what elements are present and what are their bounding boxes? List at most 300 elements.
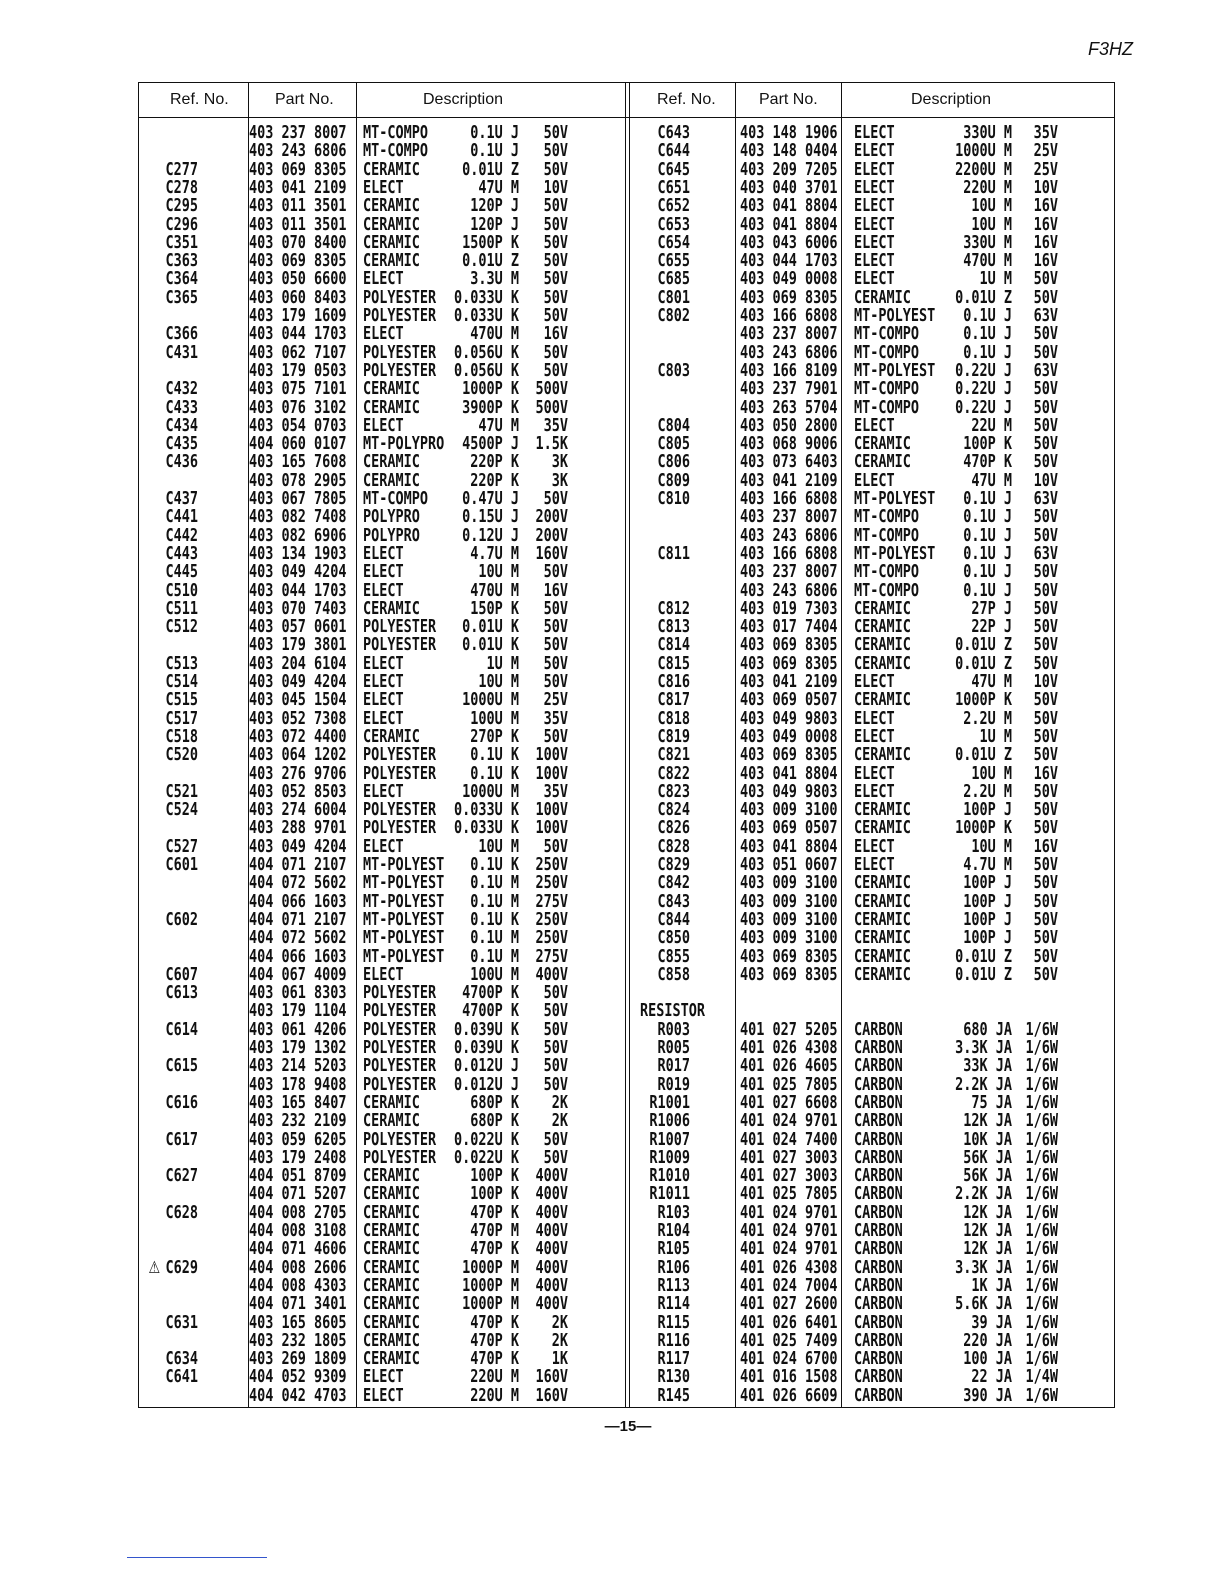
part-value: 0.1U J <box>963 506 1012 528</box>
part-value: 0.01U Z <box>462 159 519 180</box>
part-rating: 50V <box>543 598 568 620</box>
ref-no-text: R105 <box>657 1238 690 1260</box>
part-no: 403 075 7101 <box>249 378 347 400</box>
part-no: 403 082 6906 <box>249 525 347 546</box>
part-value: 0.01U K <box>462 634 519 656</box>
ref-no-text: C512 <box>165 616 198 638</box>
part-value: 100P K <box>470 1165 519 1187</box>
part-value: 0.1U K <box>470 909 519 931</box>
part-type: CERAMIC <box>363 1293 420 1315</box>
part-type: POLYESTER <box>363 799 437 821</box>
part-value: 12K JA <box>963 1110 1012 1132</box>
part-value: 0.1U J <box>963 488 1012 510</box>
left-header-part-no: Part No. <box>275 91 334 108</box>
part-no: 404 066 1603 <box>249 946 347 967</box>
part-no: 403 051 0607 <box>740 854 838 876</box>
part-value: 100U M <box>470 708 519 729</box>
part-no: 401 025 7805 <box>740 1183 838 1205</box>
part-value: 0.12U J <box>462 525 519 546</box>
part-no: 403 148 0404 <box>740 140 838 162</box>
part-type: CARBON <box>854 1092 903 1114</box>
part-type: CERAMIC <box>363 1312 420 1333</box>
part-type: CARBON <box>854 1183 903 1205</box>
part-no: 401 027 6608 <box>740 1092 838 1114</box>
part-rating: 50V <box>543 305 568 327</box>
part-value: 0.033U K <box>453 287 519 309</box>
part-value: 10U M <box>971 195 1012 217</box>
part-no: 403 069 8305 <box>740 946 838 967</box>
part-value: 0.022U K <box>453 1129 519 1150</box>
part-no: 403 069 8305 <box>740 653 838 675</box>
left-header-ref-no: Ref. No. <box>170 91 229 108</box>
part-no: 403 179 0503 <box>249 360 347 382</box>
part-value: 270P K <box>470 726 519 748</box>
ref-no-text: C815 <box>657 653 690 675</box>
part-no: 403 072 4400 <box>249 726 347 748</box>
part-rating: 1/6W <box>1025 1147 1058 1169</box>
part-rating: 200V <box>535 506 568 528</box>
ref-no-text: C437 <box>165 488 198 510</box>
ref-no-text: C364 <box>165 268 198 290</box>
part-value: 0.01U Z <box>955 744 1012 766</box>
part-value: 1500P K <box>462 232 519 254</box>
part-type: CERAMIC <box>363 598 420 620</box>
part-type: CARBON <box>854 1165 903 1187</box>
part-rating: 50V <box>1033 817 1058 839</box>
part-rating: 275V <box>535 891 568 912</box>
part-type: POLYESTER <box>363 305 437 327</box>
part-type: ELECT <box>854 781 895 803</box>
part-value: 100P J <box>963 927 1012 949</box>
part-no: 403 009 3100 <box>740 872 838 894</box>
part-rating: 16V <box>1033 195 1058 217</box>
part-type: ELECT <box>854 140 895 162</box>
part-value: 0.01U Z <box>462 250 519 272</box>
part-rating: 50V <box>1033 323 1058 345</box>
part-value: 680P K <box>470 1092 519 1114</box>
part-no: 403 069 8305 <box>740 964 838 986</box>
part-no: 403 009 3100 <box>740 891 838 912</box>
part-rating: 1/6W <box>1025 1238 1058 1260</box>
part-no: 403 041 2109 <box>740 671 838 693</box>
part-no: 403 050 2800 <box>740 415 838 437</box>
part-no: 403 009 3100 <box>740 909 838 931</box>
part-type: CARBON <box>854 1129 903 1150</box>
ref-no-text: C295 <box>165 195 198 217</box>
part-type: CERAMIC <box>854 433 911 455</box>
part-value: 2.2U M <box>963 781 1012 803</box>
part-type: ELECT <box>363 580 404 601</box>
ref-no-text: R1011 <box>649 1183 690 1205</box>
part-rating: 50V <box>543 159 568 180</box>
part-no: 404 060 0107 <box>249 433 347 455</box>
part-type: CARBON <box>854 1348 903 1370</box>
part-no: 403 179 3801 <box>249 634 347 656</box>
part-value: 220 JA <box>963 1330 1012 1352</box>
part-type: POLYESTER <box>363 342 437 363</box>
part-no: 403 082 7408 <box>249 506 347 528</box>
part-rating: 35V <box>543 708 568 729</box>
part-type: MT-COMPO <box>854 580 920 601</box>
ref-no-text: C806 <box>657 451 690 473</box>
part-type: POLYPRO <box>363 525 420 546</box>
ref-no-text: C627 <box>165 1165 198 1187</box>
part-value: 1U M <box>979 268 1012 290</box>
part-no: 404 008 3108 <box>249 1220 347 1242</box>
part-rating: 50V <box>1033 287 1058 309</box>
part-type: CERAMIC <box>363 726 420 748</box>
part-rating: 400V <box>535 1293 568 1315</box>
part-rating: 50V <box>1033 964 1058 986</box>
ref-no-text: C819 <box>657 726 690 748</box>
part-type: POLYESTER <box>363 763 437 784</box>
ref-no-text: C823 <box>657 781 690 803</box>
part-type: CERAMIC <box>854 689 911 711</box>
ref-no-text: C653 <box>657 214 690 235</box>
ref-no-text: C351 <box>165 232 198 254</box>
ref-no-text: C433 <box>165 397 198 418</box>
part-value: 0.033U K <box>453 817 519 839</box>
part-no: 403 061 4206 <box>249 1019 347 1041</box>
part-no: 403 232 1805 <box>249 1330 347 1352</box>
part-value: 1K JA <box>971 1275 1012 1297</box>
part-no: 403 049 9803 <box>740 708 838 729</box>
ref-no-text: C365 <box>165 287 198 309</box>
part-type: POLYPRO <box>363 506 420 528</box>
part-rating: 100V <box>535 763 568 784</box>
ref-no-text: C513 <box>165 653 198 675</box>
part-value: 120P J <box>470 195 519 217</box>
part-type: CERAMIC <box>854 634 911 656</box>
part-value: 470U M <box>470 580 519 601</box>
part-no: 403 041 8804 <box>740 836 838 858</box>
part-no: 403 178 9408 <box>249 1074 347 1095</box>
part-type: CERAMIC <box>363 1348 420 1370</box>
part-type: ELECT <box>363 323 404 345</box>
part-no: 403 043 6006 <box>740 232 838 254</box>
ref-no-text: C858 <box>657 964 690 986</box>
part-rating: 50V <box>1033 744 1058 766</box>
part-type: POLYESTER <box>363 360 437 382</box>
part-value: 470P K <box>470 1330 519 1352</box>
part-no: 404 008 2606 <box>249 1257 347 1278</box>
part-type: CARBON <box>854 1202 903 1224</box>
part-no: 401 026 4308 <box>740 1257 838 1278</box>
ref-no-text: C515 <box>165 689 198 711</box>
part-no: 401 027 3003 <box>740 1165 838 1187</box>
part-no: 403 049 4204 <box>249 671 347 693</box>
part-type: MT-POLYEST <box>854 543 936 565</box>
part-no: 403 070 8400 <box>249 232 347 254</box>
part-type: CARBON <box>854 1238 903 1260</box>
part-type: MT-COMPO <box>854 525 920 546</box>
part-value: 0.01U Z <box>955 634 1012 656</box>
ref-no-text: R103 <box>657 1202 690 1224</box>
part-value: 0.1U J <box>963 580 1012 601</box>
part-no: 404 071 4606 <box>249 1238 347 1260</box>
part-no: 404 052 9309 <box>249 1366 347 1388</box>
part-value: 470P K <box>470 1238 519 1260</box>
part-no: 401 024 9701 <box>740 1110 838 1132</box>
part-rating: 1/6W <box>1025 1129 1058 1150</box>
part-no: 403 041 2109 <box>740 470 838 492</box>
part-no: 401 024 9701 <box>740 1238 838 1260</box>
part-rating: 50V <box>1033 561 1058 583</box>
part-value: 1000P M <box>462 1275 519 1297</box>
part-rating: 50V <box>543 232 568 254</box>
part-rating: 50V <box>1033 415 1058 437</box>
part-no: 403 214 5203 <box>249 1055 347 1077</box>
part-type: MT-COMPO <box>854 378 920 400</box>
part-no: 403 069 8305 <box>740 744 838 766</box>
part-value: 1000P K <box>462 378 519 400</box>
ref-no-text: C812 <box>657 598 690 620</box>
part-type: ELECT <box>363 653 404 675</box>
part-type: CARBON <box>854 1074 903 1095</box>
part-value: 470U M <box>963 250 1012 272</box>
part-type: MT-POLYEST <box>363 909 445 931</box>
part-value: 0.1U M <box>470 872 519 894</box>
part-type: CARBON <box>854 1330 903 1352</box>
part-no: 404 071 3401 <box>249 1293 347 1315</box>
part-value: 0.1U J <box>470 122 519 144</box>
part-value: 10U M <box>478 836 519 858</box>
part-type: CERAMIC <box>363 1238 420 1260</box>
ref-no-text: C817 <box>657 689 690 711</box>
part-value: 4700P K <box>462 1000 519 1022</box>
part-value: 0.1U J <box>470 140 519 162</box>
part-rating: 400V <box>535 1238 568 1260</box>
part-rating: 50V <box>543 634 568 656</box>
ref-no-text: C366 <box>165 323 198 345</box>
part-type: CERAMIC <box>363 195 420 217</box>
part-type: MT-POLYEST <box>363 946 445 967</box>
part-value: 1U M <box>486 653 519 675</box>
part-type: CARBON <box>854 1110 903 1132</box>
part-rating: 1/6W <box>1025 1074 1058 1095</box>
part-no: 403 049 0008 <box>740 268 838 290</box>
part-type: ELECT <box>854 763 895 784</box>
ref-no-text: C844 <box>657 909 690 931</box>
part-value: 0.01U Z <box>955 287 1012 309</box>
part-no: 404 042 4703 <box>249 1385 347 1407</box>
ref-no-text: R113 <box>657 1275 690 1297</box>
part-rating: 16V <box>1033 232 1058 254</box>
part-rating: 25V <box>543 689 568 711</box>
ref-no-text: C810 <box>657 488 690 510</box>
part-value: 3.3U M <box>470 268 519 290</box>
part-no: 401 026 6401 <box>740 1312 838 1333</box>
ref-no-text: C510 <box>165 580 198 601</box>
part-no: 403 148 1906 <box>740 122 838 144</box>
part-type: CERAMIC <box>363 1183 420 1205</box>
ref-no-text: C803 <box>657 360 690 382</box>
part-type: ELECT <box>854 195 895 217</box>
part-value: 1000P M <box>462 1257 519 1278</box>
part-no: 403 165 7608 <box>249 451 347 473</box>
part-type: CARBON <box>854 1293 903 1315</box>
part-value: 0.056U K <box>453 360 519 382</box>
part-no: 403 069 0507 <box>740 817 838 839</box>
part-no: 403 243 6806 <box>740 525 838 546</box>
part-value: 0.1U J <box>963 342 1012 363</box>
part-rating: 50V <box>543 488 568 510</box>
part-value: 12K JA <box>963 1220 1012 1242</box>
part-value: 33K JA <box>963 1055 1012 1077</box>
ref-no-text: C616 <box>165 1092 198 1114</box>
part-value: 0.1U J <box>963 561 1012 583</box>
part-rating: 500V <box>535 397 568 418</box>
part-type: POLYESTER <box>363 1074 437 1095</box>
part-rating: 1/6W <box>1025 1092 1058 1114</box>
part-rating: 400V <box>535 1275 568 1297</box>
part-rating: 35V <box>1033 122 1058 144</box>
part-value: 0.1U J <box>963 323 1012 345</box>
part-value: 0.022U K <box>453 1147 519 1169</box>
part-type: CERAMIC <box>854 817 911 839</box>
part-value: 220U M <box>963 177 1012 199</box>
part-type: CARBON <box>854 1147 903 1169</box>
part-no: 404 067 4009 <box>249 964 347 986</box>
part-no: 403 179 1104 <box>249 1000 347 1022</box>
part-rating: 16V <box>1033 836 1058 858</box>
parts-row <box>0 1387 1224 1405</box>
part-rating: 50V <box>1033 451 1058 473</box>
part-value: 0.1U K <box>470 854 519 876</box>
ref-no-text: C814 <box>657 634 690 656</box>
ref-no-text: C277 <box>165 159 198 180</box>
part-rating: 275V <box>535 946 568 967</box>
part-value: 1000P M <box>462 1293 519 1315</box>
ref-no-text: C614 <box>165 1019 198 1041</box>
ref-no-text: C685 <box>657 268 690 290</box>
part-type: ELECT <box>363 268 404 290</box>
part-no: 403 237 8007 <box>249 122 347 144</box>
part-no: 404 008 4303 <box>249 1275 347 1297</box>
part-rating: 1/6W <box>1025 1275 1058 1297</box>
safety-caution-icon: ⚠ <box>148 1258 161 1278</box>
part-value: 39 JA <box>971 1312 1012 1333</box>
part-value: 330U M <box>963 122 1012 144</box>
part-value: 4700P K <box>462 982 519 1004</box>
part-no: 403 134 1903 <box>249 543 347 565</box>
part-no: 401 024 9701 <box>740 1220 838 1242</box>
part-rating: 16V <box>543 580 568 601</box>
part-value: 0.01U K <box>462 616 519 638</box>
part-rating: 50V <box>1033 781 1058 803</box>
ref-no-text: R114 <box>657 1293 690 1315</box>
part-type: CERAMIC <box>363 1275 420 1297</box>
part-no: 403 057 0601 <box>249 616 347 638</box>
part-rating: 1/6W <box>1025 1330 1058 1352</box>
ref-no-text: C445 <box>165 561 198 583</box>
part-type: CERAMIC <box>854 946 911 967</box>
part-type: ELECT <box>363 836 404 858</box>
part-rating: 50V <box>543 1129 568 1150</box>
part-type: CERAMIC <box>363 159 420 180</box>
ref-no-text: C601 <box>165 854 198 876</box>
ref-no-text: R1006 <box>649 1110 690 1132</box>
part-rating: 63V <box>1033 305 1058 327</box>
part-value: 0.1U J <box>963 525 1012 546</box>
part-no: 403 045 1504 <box>249 689 347 711</box>
ref-no-text: C805 <box>657 433 690 455</box>
ref-no-text: C296 <box>165 214 198 235</box>
part-rating: 250V <box>535 854 568 876</box>
part-value: 470P K <box>470 1312 519 1333</box>
part-type: CERAMIC <box>363 1202 420 1224</box>
part-no: 401 027 2600 <box>740 1293 838 1315</box>
part-rating: 50V <box>543 342 568 363</box>
part-rating: 160V <box>535 1366 568 1388</box>
part-type: ELECT <box>854 671 895 693</box>
part-rating: 16V <box>543 323 568 345</box>
part-rating: 25V <box>1033 159 1058 180</box>
part-value: 56K JA <box>963 1147 1012 1169</box>
part-value: 10U M <box>478 561 519 583</box>
part-type: MT-COMPO <box>363 122 429 144</box>
part-rating: 250V <box>535 909 568 931</box>
part-rating: 1/4W <box>1025 1366 1058 1388</box>
part-value: 2.2K JA <box>955 1183 1012 1205</box>
part-type: POLYESTER <box>363 1019 437 1041</box>
part-rating: 50V <box>1033 616 1058 638</box>
ref-no-text: R005 <box>657 1037 690 1059</box>
part-rating: 50V <box>543 360 568 382</box>
part-value: 220U M <box>470 1385 519 1407</box>
part-no: 403 269 1809 <box>249 1348 347 1370</box>
part-rating: 50V <box>1033 891 1058 912</box>
ref-no-text: C821 <box>657 744 690 766</box>
part-value: 1000U M <box>462 781 519 803</box>
part-type: CERAMIC <box>363 1165 420 1187</box>
part-rating: 1/6W <box>1025 1037 1058 1059</box>
part-no: 403 054 0703 <box>249 415 347 437</box>
part-rating: 10V <box>1033 671 1058 693</box>
part-no: 403 243 6806 <box>740 342 838 363</box>
ref-no-text: C442 <box>165 525 198 546</box>
ref-no-text: C517 <box>165 708 198 729</box>
part-rating: 400V <box>535 1165 568 1187</box>
ref-no-text: R1009 <box>649 1147 690 1169</box>
part-no: 404 071 2107 <box>249 909 347 931</box>
part-value: 220P K <box>470 470 519 492</box>
part-no: 403 044 1703 <box>249 323 347 345</box>
part-rating: 400V <box>535 1202 568 1224</box>
part-type: MT-POLYEST <box>854 305 936 327</box>
part-value: 2200U M <box>955 159 1012 180</box>
part-no: 404 008 2705 <box>249 1202 347 1224</box>
part-value: 150P K <box>470 598 519 620</box>
part-no: 401 027 3003 <box>740 1147 838 1169</box>
part-value: 0.039U K <box>453 1019 519 1041</box>
part-rating: 200V <box>535 525 568 546</box>
ref-no-text: C652 <box>657 195 690 217</box>
part-value: 100P K <box>470 1183 519 1205</box>
right-parts-list <box>0 124 1224 1406</box>
part-type: CERAMIC <box>363 451 420 473</box>
ref-no-text: C518 <box>165 726 198 748</box>
ref-no-text: C634 <box>165 1348 198 1370</box>
ref-no-text: R017 <box>657 1055 690 1077</box>
part-value: 1000U M <box>955 140 1012 162</box>
ref-no-text: C813 <box>657 616 690 638</box>
part-type: ELECT <box>854 250 895 272</box>
ref-no-text: C434 <box>165 415 198 437</box>
part-rating: 50V <box>543 653 568 675</box>
part-value: 0.039U K <box>453 1037 519 1059</box>
part-no: 403 041 2109 <box>249 177 347 199</box>
